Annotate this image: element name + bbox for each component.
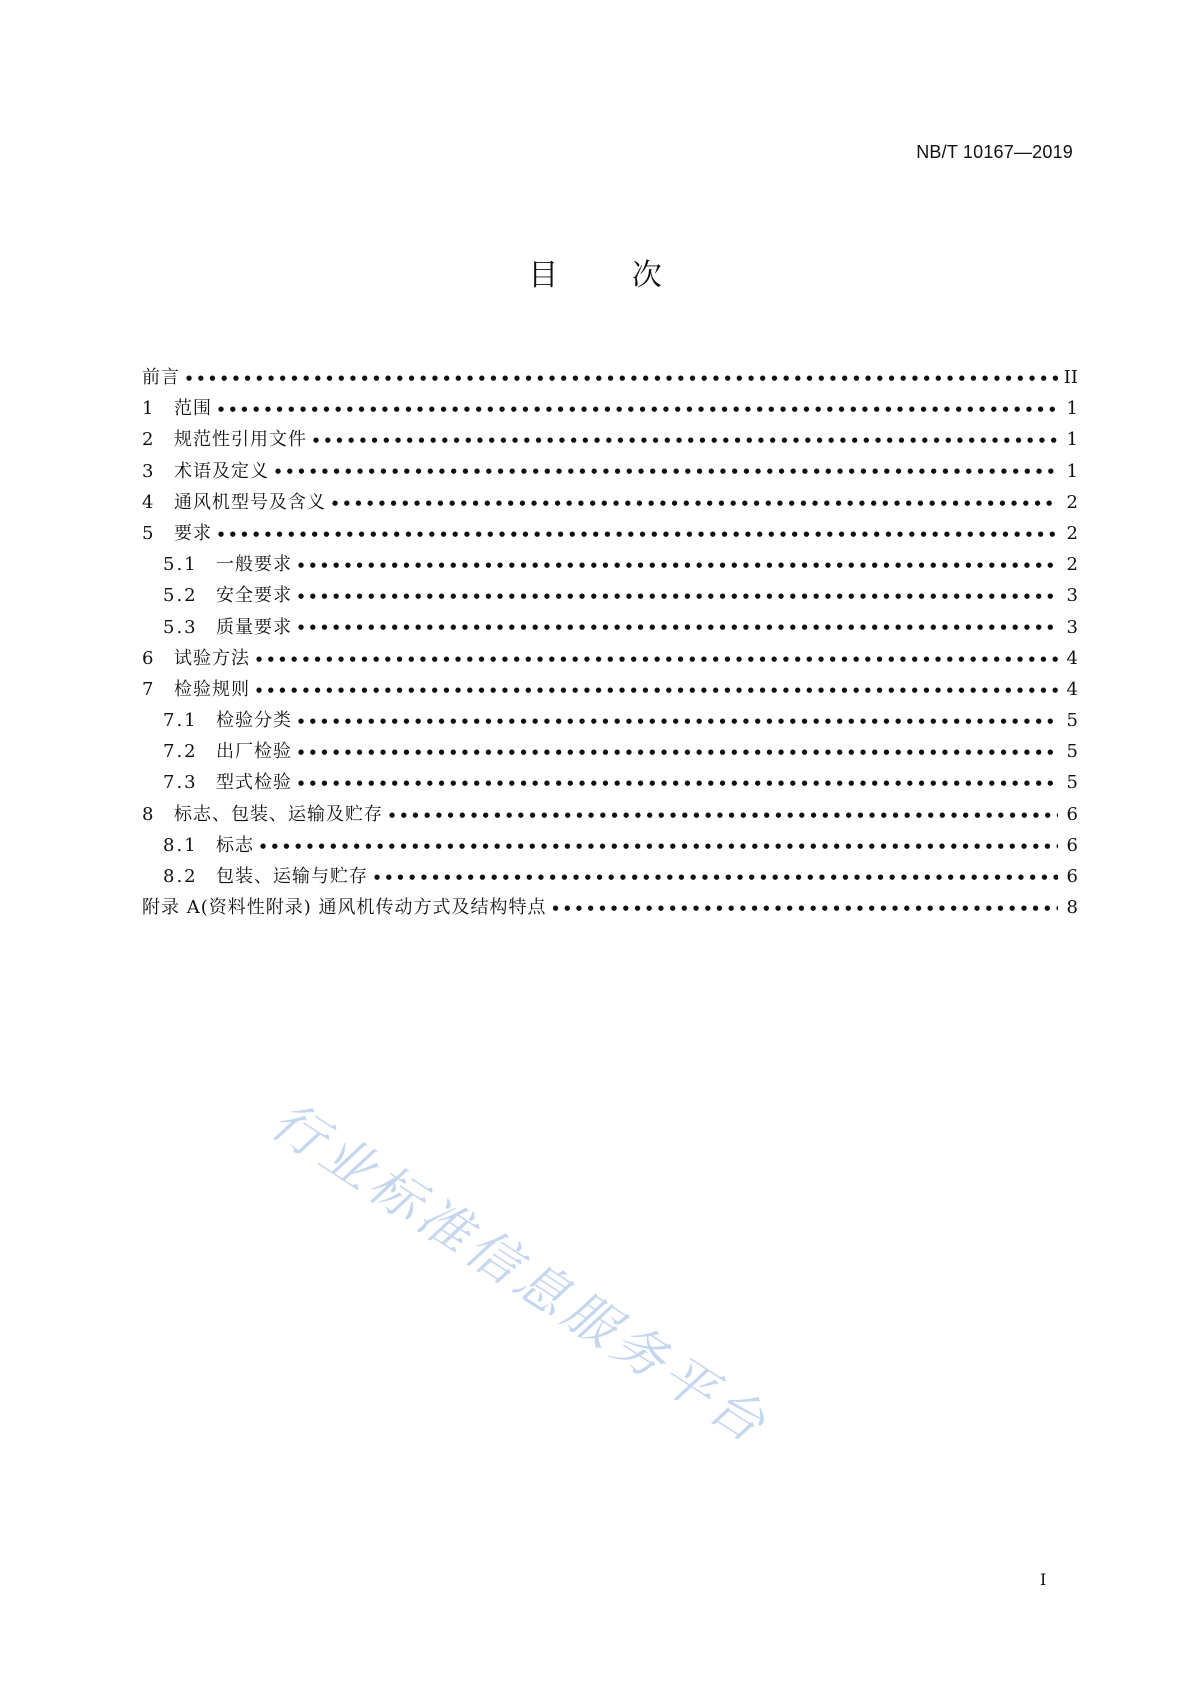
toc-dot-leader: [260, 831, 1058, 862]
toc-dot-leader: [275, 456, 1058, 487]
toc-entry[interactable]: [142, 767, 1078, 798]
toc-entry-page: 4: [1066, 647, 1078, 669]
toc-entry-title: 标志、包装、运输及贮存: [174, 803, 383, 825]
standard-code: NB/T 10167—2019: [916, 142, 1073, 162]
toc-entry-number: 2: [142, 429, 156, 451]
toc-entry-number: 7: [142, 678, 156, 700]
toc-dot-leader: [553, 893, 1059, 924]
toc-dot-leader: [298, 612, 1058, 643]
toc-entry-page: 5: [1066, 710, 1078, 732]
toc-dot-leader: [374, 862, 1058, 893]
toc-entry[interactable]: [142, 612, 1078, 643]
toc-dot-leader: [332, 488, 1058, 519]
toc-entry-number: 5.1: [163, 554, 198, 576]
toc-entry-number: 6: [142, 647, 156, 669]
page-number: I: [1040, 1570, 1047, 1589]
toc-entry-number: 5: [142, 522, 156, 544]
toc-entry-page: 2: [1066, 522, 1078, 544]
toc-entry-title: 通风机型号及含义: [174, 491, 326, 513]
toc-entry[interactable]: [142, 830, 1078, 861]
toc-entry[interactable]: [142, 424, 1078, 455]
toc-entry-page: 3: [1066, 585, 1078, 607]
toc-entry[interactable]: [142, 892, 1078, 923]
toc-entry[interactable]: [142, 549, 1078, 580]
toc-entry-title: 出厂检验: [216, 741, 292, 763]
toc-entry-title: 要求: [174, 522, 212, 544]
toc-entry-title: 术语及定义: [174, 460, 269, 482]
toc-entry-page: 1: [1066, 460, 1078, 482]
toc-entry[interactable]: [142, 393, 1078, 424]
toc-entry-title: 试验方法: [174, 647, 250, 669]
watermark: 行业标准信息服务平台: [260, 1090, 780, 1458]
toc-entry-number: 7.3: [163, 772, 198, 794]
toc-entry-page: II: [1063, 367, 1078, 388]
toc-entry-page: 6: [1066, 803, 1078, 825]
toc-entry-title: 安全要求: [216, 585, 292, 607]
toc-entry-title: 一般要求: [216, 554, 292, 576]
toc-dot-leader: [298, 737, 1058, 768]
toc-entry-number: 8: [142, 803, 156, 825]
toc-entry[interactable]: [142, 518, 1078, 549]
toc-entry-title: 检验分类: [216, 710, 292, 732]
toc-entry-number: 8.2: [163, 866, 198, 887]
toc-entry[interactable]: [142, 799, 1078, 830]
toc-dot-leader: [313, 425, 1058, 456]
toc-dot-leader: [218, 519, 1058, 550]
page-title: 目 次: [528, 258, 694, 293]
toc-entry-number: 1: [142, 398, 156, 420]
toc-dot-leader: [298, 581, 1058, 612]
toc-entry-number: 3: [142, 460, 156, 482]
toc-entry[interactable]: [142, 736, 1078, 767]
toc-entry-page: 5: [1066, 741, 1078, 763]
toc-entry-title: 标志: [216, 834, 254, 856]
toc-entry-number: 7.2: [163, 741, 198, 763]
toc-entry[interactable]: [142, 487, 1078, 518]
toc-dot-leader: [218, 394, 1058, 425]
toc-entry-page: 2: [1066, 491, 1078, 513]
toc-entry-page: 5: [1066, 772, 1078, 794]
toc-entry-page: 6: [1066, 834, 1078, 856]
toc-dot-leader: [389, 800, 1058, 831]
toc-dot-leader: [186, 363, 1058, 394]
toc-entry[interactable]: [142, 674, 1078, 705]
toc-dot-leader: [298, 706, 1058, 737]
toc-entry-page: 1: [1066, 398, 1078, 420]
toc-dot-leader: [298, 768, 1058, 799]
toc-entry[interactable]: [142, 705, 1078, 736]
toc-entry-number: 4: [142, 491, 156, 513]
toc-entry-number: 5.3: [163, 616, 198, 638]
toc-entry-page: 1: [1066, 429, 1078, 451]
toc-entry-page: 3: [1066, 616, 1078, 638]
toc-entry-title: 型式检验: [216, 772, 292, 794]
toc-entry-page: 4: [1066, 678, 1078, 700]
toc-entry-title: 检验规则: [174, 678, 250, 700]
toc-entry-page: 6: [1066, 866, 1078, 887]
toc-dot-leader: [298, 550, 1058, 581]
toc-entry-title: 质量要求: [216, 616, 292, 638]
table-of-contents: [142, 362, 1078, 923]
toc-entry-title: 范围: [174, 398, 212, 420]
toc-entry-number: 5.2: [163, 585, 198, 607]
toc-dot-leader: [256, 675, 1058, 706]
toc-entry[interactable]: [142, 643, 1078, 674]
toc-entry[interactable]: [142, 580, 1078, 611]
toc-entry[interactable]: [142, 861, 1078, 892]
toc-entry-title: 规范性引用文件: [174, 429, 307, 451]
toc-entry[interactable]: [142, 456, 1078, 487]
toc-entry[interactable]: [142, 362, 1078, 393]
toc-entry-number: 7.1: [163, 710, 198, 732]
toc-entry-title: 附录 A(资料性附录) 通风机传动方式及结构特点: [142, 897, 547, 919]
toc-entry-title: 前言: [142, 367, 180, 388]
toc-entry-page: 2: [1066, 554, 1078, 576]
toc-entry-page: 8: [1066, 897, 1078, 919]
toc-entry-number: 8.1: [163, 834, 198, 856]
toc-dot-leader: [256, 644, 1058, 675]
toc-entry-title: 包装、运输与贮存: [216, 866, 368, 887]
